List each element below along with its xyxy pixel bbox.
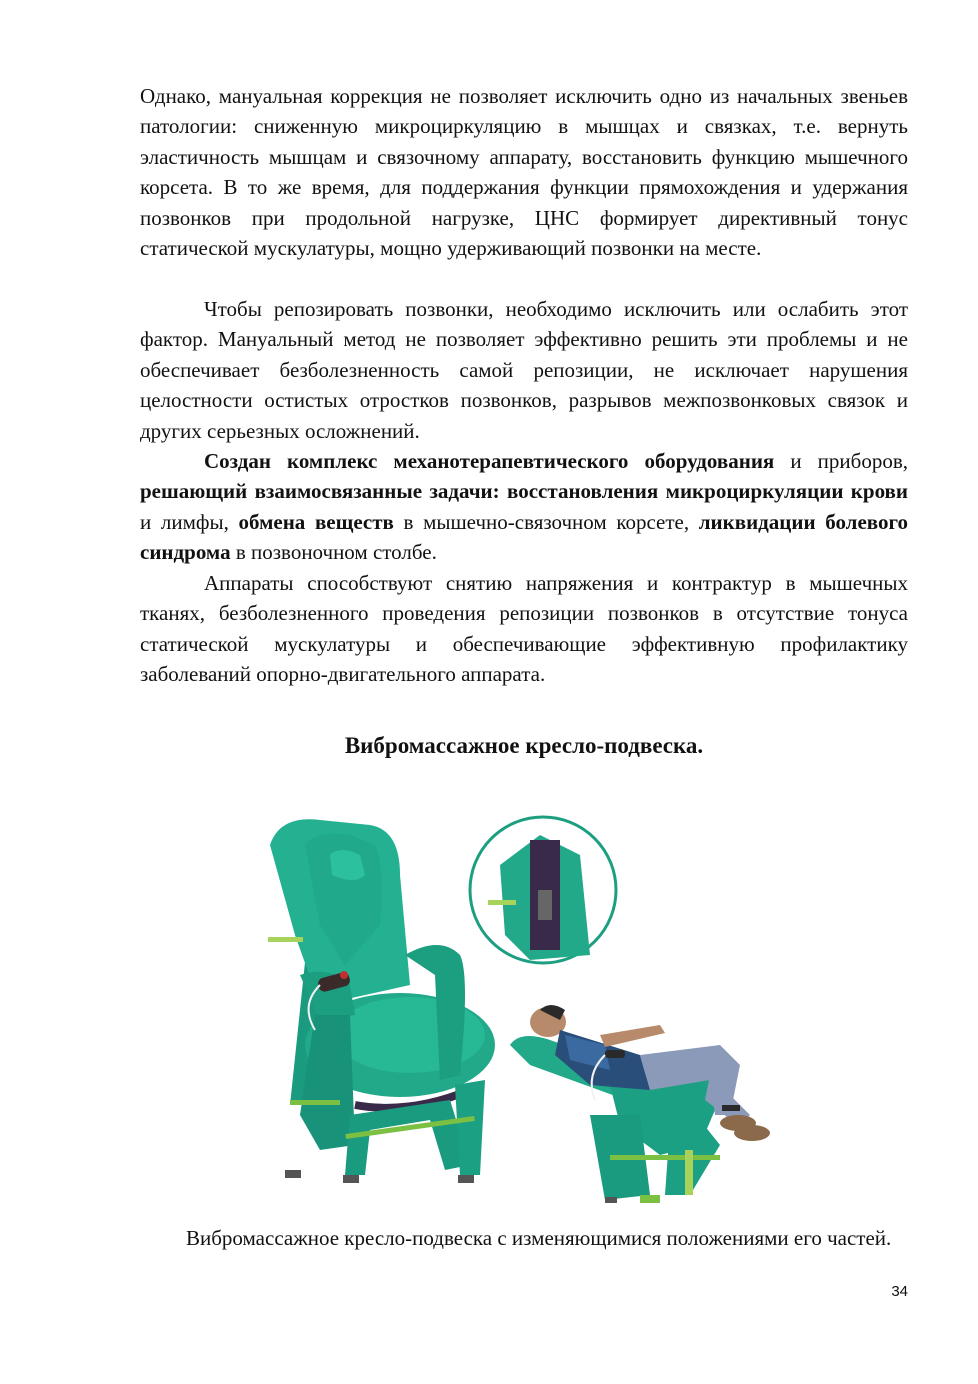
chair-figure — [260, 815, 790, 1210]
paragraph-2: Чтобы репозировать позвонки, необходимо исключить или ослабить этот фактор. Мануальный метод не позволяет эффективно решить эти проблемы и не обеспечивает безболезненность самой репозиции, не исключает нарушения целостности остистых отростков позвонков, разрывов межпозвонковых связок и других серьезных осложнений. — [140, 297, 908, 443]
reclined-chair-illustration — [510, 1005, 770, 1203]
text-run: и приборов, — [774, 449, 908, 473]
text-run: в мышечно-связочном корсете, — [393, 509, 699, 534]
text-run: в позвоночном столбе. — [230, 540, 437, 565]
paragraph-3 — [140, 446, 908, 568]
bold-phrase: обмена веществ — [238, 509, 394, 534]
figure-caption: Вибромассажное кресло-подвеска с изменяющимися положениями его частей. — [186, 1226, 892, 1250]
bold-phrase: решающий взаимосвязанные задачи: восстановления микроциркуляции крови — [140, 479, 908, 504]
paragraph-1: Однако, мануальная коррекция не позволяет исключить одно из начальных звеньев патологии: сниженную микроциркуляцию в мышцах и связках, т.е. вернуть эластичность мышцам и связочному аппарату, восстановить функцию мышечного корсета. В то же время, для поддержания функции прямохождения и удержания позвонков при продольной нагрузке, ЦНС формирует директивный тонус статической мускулатуры, мощно удерживающий позвонки на месте. — [140, 84, 908, 261]
bold-phrase: Создан комплекс механотерапевтического оборудования — [204, 449, 775, 473]
paragraph-4: Аппараты способствуют снятию напряжения и контрактур в мышечных тканях, безболезненного проведения репозиции позвонков в отсутствие тонуса статической мускулатуры и обеспечивающие эффективную профилактику заболеваний опорно-двигательного аппарата. — [140, 571, 908, 687]
section-heading: Вибромассажное кресло-подвеска. — [344, 733, 704, 758]
bold-phrase: ликвидации болевого синдрома — [140, 509, 908, 565]
page-number: 34 — [891, 1283, 908, 1300]
text-run: и лимфы, — [140, 509, 239, 534]
detail-inset-illustration — [470, 817, 616, 963]
upright-chair-illustration — [268, 819, 495, 1183]
